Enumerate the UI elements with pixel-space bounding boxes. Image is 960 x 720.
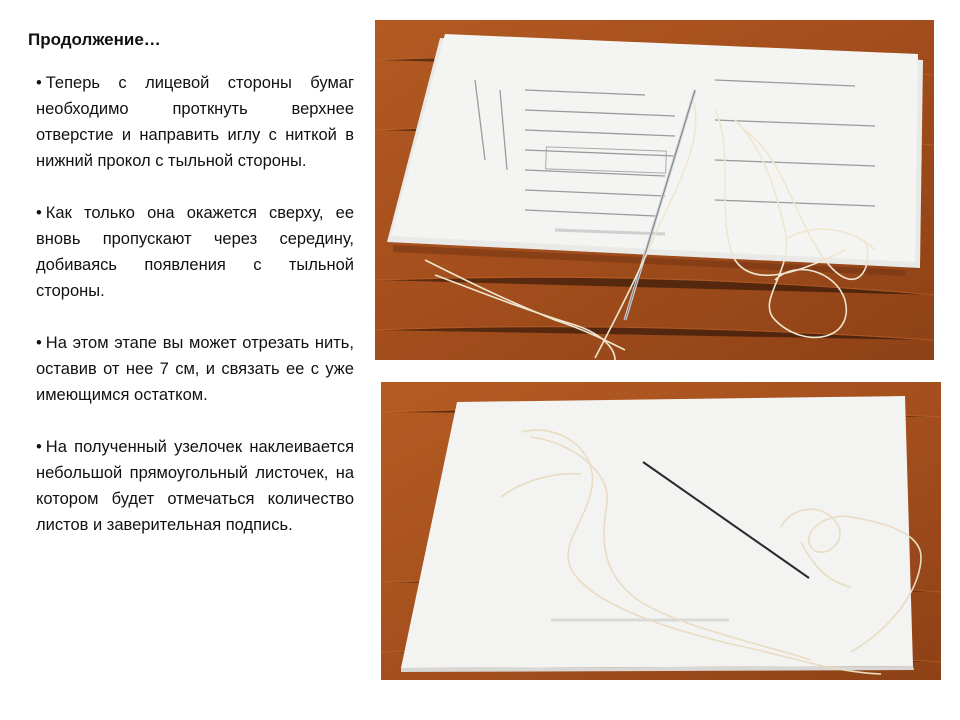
bullet-icon: •	[36, 334, 42, 352]
bullet-paragraph-4	[36, 434, 354, 538]
paragraph-text-4: На полученный узелочек наклеивается небольшой прямоугольный листочек, на котором будет отмечаться количество листов и заверительная подпись.	[36, 438, 354, 534]
bullet-icon: •	[36, 438, 42, 456]
paper-sheet	[401, 396, 913, 668]
paragraph-text-1: Теперь с лицевой стороны бумаг необходимо проткнуть верхнее отверстие и направить иглу с ниткой в нижний прокол с тыльной стороны.	[36, 74, 354, 170]
bullet-paragraph-3	[36, 330, 354, 408]
paragraph-text-2: Как только она окажется сверху, ее вновь пропускают через середину, добиваясь появления с тыльной стороны.	[36, 204, 354, 300]
bullet-icon: •	[36, 74, 42, 92]
photo-stitched-document	[375, 20, 934, 360]
bullet-paragraph-1	[36, 70, 354, 174]
slide-title: Продолжение…	[28, 30, 161, 49]
photo-paper-with-thread	[381, 382, 941, 680]
bullet-paragraph-2	[36, 200, 354, 304]
text-column	[36, 70, 354, 564]
bullet-icon: •	[36, 204, 42, 222]
paragraph-text-3: На этом этапе вы может отрезать нить, оставив от нее 7 см, и связать ее с уже имеющимся остатком.	[36, 334, 354, 404]
